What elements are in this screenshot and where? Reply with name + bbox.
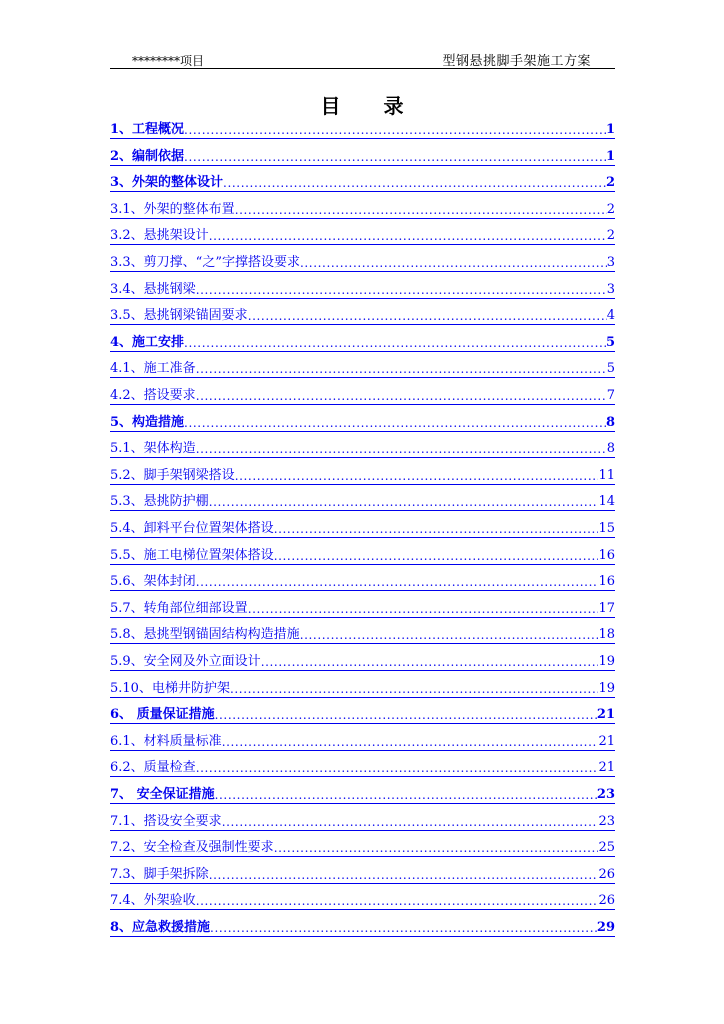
toc-entry[interactable] bbox=[110, 811, 615, 831]
toc-entry[interactable] bbox=[110, 917, 615, 937]
toc-dot-leader bbox=[184, 414, 606, 432]
toc-entry[interactable] bbox=[110, 784, 615, 804]
toc-dot-leader bbox=[261, 653, 599, 671]
toc-page-number: 8 bbox=[605, 414, 615, 430]
toc-entry[interactable] bbox=[110, 704, 615, 724]
toc-entry-label: 4.1、施工准备 bbox=[110, 361, 196, 377]
toc-page-number: 15 bbox=[598, 521, 615, 536]
toc-dot-leader bbox=[210, 919, 597, 937]
toc-dot-leader bbox=[274, 520, 599, 538]
toc-entry-label: 5.8、悬挑型钢锚固结构构造措施 bbox=[110, 627, 300, 643]
toc-entry[interactable] bbox=[110, 438, 615, 458]
toc-entry[interactable] bbox=[110, 279, 615, 299]
toc-dot-leader bbox=[184, 121, 606, 139]
toc-entry[interactable] bbox=[110, 332, 615, 352]
toc-entry-label: 7.4、外架验收 bbox=[110, 893, 196, 909]
toc-entry[interactable] bbox=[110, 172, 615, 192]
toc-dot-leader bbox=[235, 467, 599, 485]
toc-title: 目 录 bbox=[320, 94, 422, 118]
toc-entry-label: 1、工程概况 bbox=[110, 122, 185, 137]
toc-page-number: 23 bbox=[598, 813, 615, 829]
toc-dot-leader bbox=[274, 547, 599, 565]
toc-entry[interactable] bbox=[110, 358, 615, 378]
toc-dot-leader bbox=[196, 759, 599, 777]
toc-entry[interactable] bbox=[110, 119, 615, 139]
toc-entry-label: 3.3、剪刀撑、“之”字撑搭设要求 bbox=[110, 255, 300, 270]
toc-entry-label: 7.1、搭设安全要求 bbox=[110, 813, 222, 829]
toc-page-number: 2 bbox=[605, 175, 615, 191]
toc-entry[interactable] bbox=[110, 678, 615, 698]
toc-entry-label: 5.5、施工电梯位置架体搭设 bbox=[110, 547, 274, 563]
toc-entry[interactable] bbox=[110, 491, 615, 511]
toc-page-number: 3 bbox=[606, 281, 615, 297]
toc-dot-leader bbox=[215, 786, 597, 804]
toc-entry-label: 6.2、质量检查 bbox=[110, 760, 196, 776]
toc-dot-leader bbox=[274, 839, 599, 857]
toc-entry-label: 5.10、电梯井防护架 bbox=[110, 680, 230, 696]
toc-entry[interactable] bbox=[110, 890, 615, 910]
toc-dot-leader bbox=[196, 573, 599, 591]
toc-page-number: 7 bbox=[606, 388, 615, 403]
toc-dot-leader bbox=[209, 227, 607, 245]
toc-page-number: 1 bbox=[605, 148, 615, 164]
toc-entry[interactable] bbox=[110, 225, 615, 245]
toc-page-number: 21 bbox=[598, 760, 615, 776]
toc-page-number: 14 bbox=[598, 494, 615, 510]
toc-dot-leader bbox=[196, 440, 607, 458]
toc-entry[interactable] bbox=[110, 598, 615, 618]
toc-page-number: 18 bbox=[598, 627, 615, 643]
toc-page-number: 26 bbox=[598, 893, 615, 909]
toc-page-number: 23 bbox=[596, 787, 615, 802]
toc-entry-label: 3.2、悬挑架设计 bbox=[110, 228, 209, 244]
toc-entry[interactable] bbox=[110, 864, 615, 884]
toc-entry[interactable] bbox=[110, 545, 615, 565]
toc-entry[interactable] bbox=[110, 385, 615, 405]
toc-dot-leader bbox=[222, 733, 599, 751]
toc-entry-label: 3.1、外架的整体布置 bbox=[110, 201, 235, 217]
toc-page-number: 29 bbox=[596, 920, 615, 935]
toc-entry-label: 5.6、架体封闭 bbox=[110, 574, 196, 590]
header-project: ********项目 bbox=[132, 54, 205, 68]
toc-page-number: 4 bbox=[606, 308, 615, 324]
toc-entry[interactable] bbox=[110, 199, 615, 219]
toc-entry[interactable] bbox=[110, 465, 615, 485]
toc-dot-leader bbox=[184, 148, 606, 166]
toc-entry-label: 3、外架的整体设计 bbox=[110, 175, 224, 191]
toc-dot-leader bbox=[196, 360, 607, 378]
toc-page-number: 16 bbox=[598, 547, 615, 563]
toc-page-number: 25 bbox=[598, 840, 615, 856]
toc-entry-label: 5、构造措施 bbox=[110, 414, 185, 430]
toc-entry-label: 5.4、卸料平台位置架体搭设 bbox=[110, 521, 274, 536]
toc-page-number: 8 bbox=[606, 441, 615, 457]
toc-entry-label: 7.2、安全检查及强制性要求 bbox=[110, 840, 274, 856]
toc-dot-leader bbox=[184, 334, 606, 352]
toc-dot-leader bbox=[248, 600, 599, 618]
toc-entry[interactable] bbox=[110, 651, 615, 671]
toc-page-number: 21 bbox=[596, 707, 615, 723]
toc-entry-label: 7、 安全保证措施 bbox=[110, 787, 215, 802]
toc-dot-leader bbox=[230, 680, 599, 698]
toc-page-number: 26 bbox=[598, 866, 615, 882]
toc-page-number: 3 bbox=[606, 255, 615, 270]
toc-entry-label: 5.9、安全网及外立面设计 bbox=[110, 654, 261, 669]
toc-page-number: 2 bbox=[606, 201, 615, 217]
toc-entry-label: 6.1、材料质量标准 bbox=[110, 733, 222, 749]
toc-dot-leader bbox=[300, 626, 599, 644]
toc-dot-leader bbox=[196, 281, 607, 299]
toc-entry-label: 5.2、脚手架钢梁搭设 bbox=[110, 467, 235, 483]
toc-page-number: 5 bbox=[605, 334, 615, 350]
header-doc-title: 型钢悬挑脚手架施工方案 bbox=[442, 54, 591, 69]
toc-entry-label: 7.3、脚手架拆除 bbox=[110, 866, 209, 882]
toc-page-number: 16 bbox=[598, 574, 615, 590]
toc-entry-label: 4、施工安排 bbox=[110, 334, 185, 350]
toc-entry-label: 8、应急救援措施 bbox=[110, 920, 211, 935]
toc-entry-label: 4.2、搭设要求 bbox=[110, 388, 196, 403]
toc-page-number: 11 bbox=[598, 467, 615, 483]
toc-entry[interactable] bbox=[110, 757, 615, 777]
toc-entry[interactable] bbox=[110, 624, 615, 644]
toc-page-number: 19 bbox=[598, 680, 615, 696]
page-header bbox=[110, 50, 615, 69]
toc-page-number: 17 bbox=[598, 600, 615, 616]
toc-entry-label: 5.1、架体构造 bbox=[110, 441, 196, 457]
toc-entry[interactable] bbox=[110, 837, 615, 857]
toc-page-number: 1 bbox=[605, 122, 615, 137]
toc-page-number: 5 bbox=[606, 361, 615, 377]
toc-entry-label: 2、编制依据 bbox=[110, 148, 185, 164]
toc-dot-leader bbox=[209, 866, 599, 884]
toc-entry[interactable] bbox=[110, 571, 615, 591]
toc-dot-leader bbox=[209, 493, 599, 511]
toc-dot-leader bbox=[215, 706, 597, 724]
toc-dot-leader bbox=[223, 174, 606, 192]
toc-dot-leader bbox=[196, 387, 607, 405]
toc-entry[interactable] bbox=[110, 518, 615, 538]
toc-page-number: 19 bbox=[598, 654, 615, 669]
toc-entry[interactable] bbox=[110, 731, 615, 751]
toc-entry-label: 5.3、悬挑防护棚 bbox=[110, 494, 209, 510]
toc-entry[interactable] bbox=[110, 146, 615, 166]
toc-dot-leader bbox=[300, 254, 607, 272]
toc-entry-label: 5.7、转角部位细部设置 bbox=[110, 600, 248, 616]
toc-dot-leader bbox=[235, 201, 607, 219]
toc-dot-leader bbox=[196, 892, 599, 910]
toc-entry-label: 3.4、悬挑钢梁 bbox=[110, 281, 196, 297]
toc-dot-leader bbox=[248, 307, 607, 325]
toc-entry[interactable] bbox=[110, 305, 615, 325]
toc-dot-leader bbox=[222, 813, 599, 831]
toc-page-number: 21 bbox=[598, 733, 615, 749]
toc-entry[interactable] bbox=[110, 252, 615, 272]
toc-entry-label: 3.5、悬挑钢梁锚固要求 bbox=[110, 308, 248, 324]
toc-entry-label: 6、 质量保证措施 bbox=[110, 707, 215, 723]
toc-entry[interactable] bbox=[110, 412, 615, 432]
toc-page-number: 2 bbox=[606, 228, 615, 244]
